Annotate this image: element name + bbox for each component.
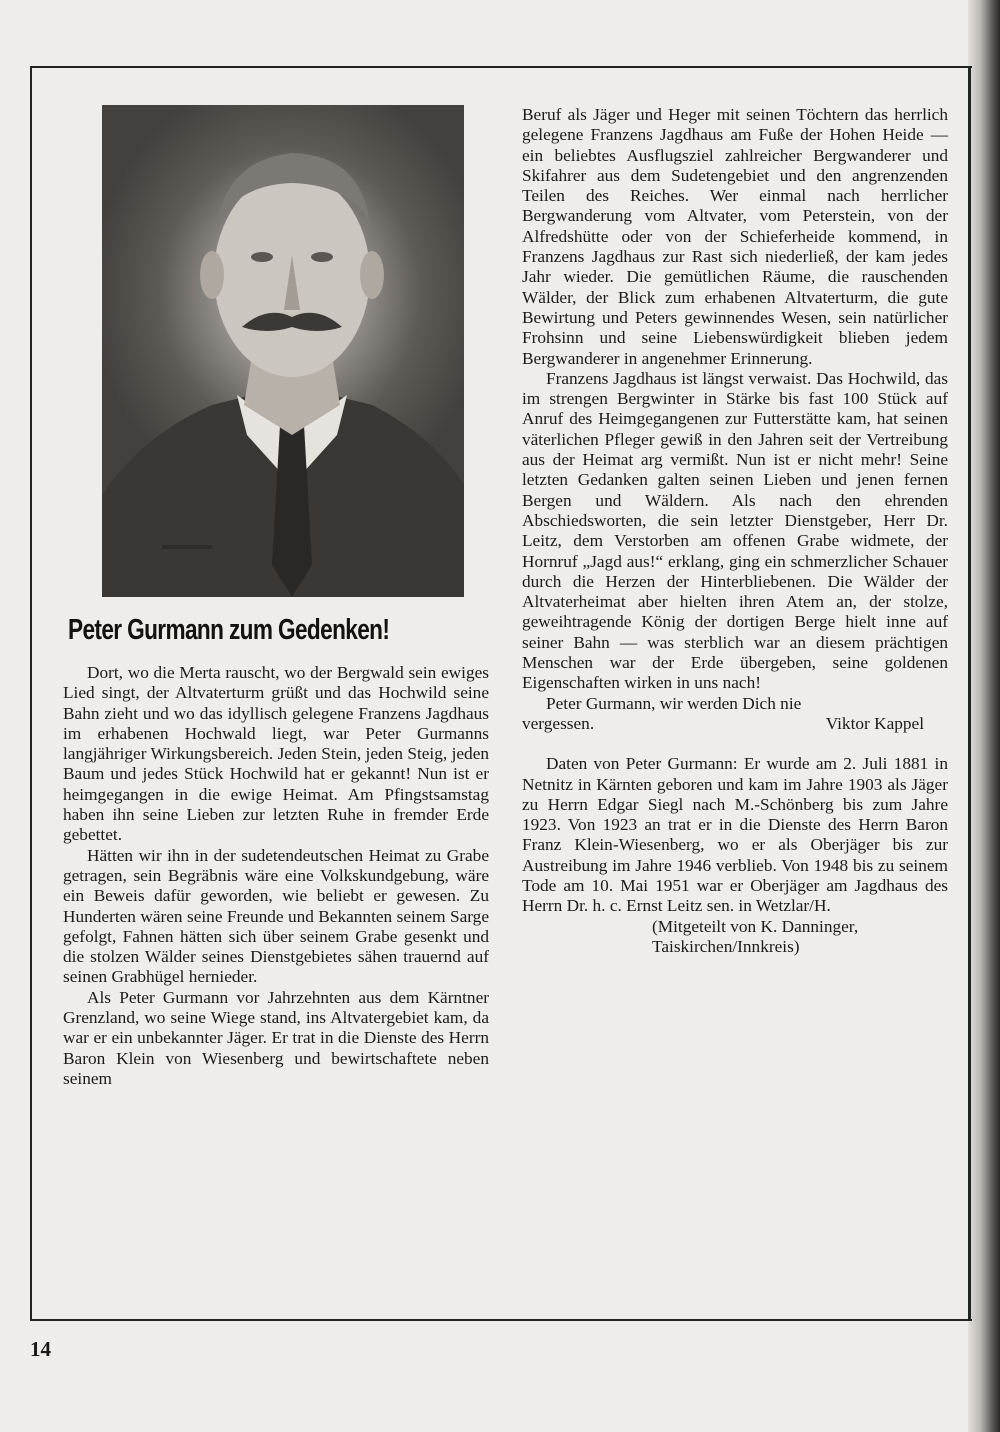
right-column (522, 105, 948, 957)
source-note (522, 917, 948, 958)
paragraph: Franzens Jagdhaus ist längst verwaist. Das Hochwild, das im strengen Bergwinter in Stärke bis fast 100 Stück auf Anruf des Heimgegangenen zur Futterstätte kam, hat seinen väterlichen Pfleger gewiß in den Jahren seit der Vertreibung aus der Heimat arg vermißt. Nun ist er nicht mehr! Seine letzten Gedanken galten seinen Lieben und jenen fernen Bergen und Wäldern. Als nach den ehrenden Abschiedsworten, die sein letzter Dienstgeber, Herr Dr. Leitz, dem Verstorben am offenen Grabe widmete, der Hornruf „Jagd aus!“ erklang, ging ein schmerzlicher Schauer durch die Herzen der Hinterbliebenen. Die Wälder der Altvaterheimat aber hielten ihren Atem an, der stolze, geweihtragende König der dortigen Berge hielt inne auf seiner Bahn — was sterblich war an diesem prächtigen Menschen war der Erde übergeben, seine goldenen Eigenschaften wirken in uns nach! (522, 368, 948, 693)
page-edge-shadow (968, 0, 1000, 1432)
portrait-photo (102, 105, 464, 597)
left-column (63, 663, 489, 1089)
paragraph: Hätten wir ihn in der sudetendeutschen Heimat zu Grabe getragen, sein Begräbnis wäre eine Volkskundgebung, wäre ein Beweis dafür geworden, wie beliebt er gewesen. Zu Hunderten wären seine Freunde und Bekannten seinem Sarge gefolgt, Fahnen hätten sich über seinem Grabe gesenkt und die stolzen Wälder seines Dienstgebietes sähen trauernd auf seinen Grabhügel hernieder. (63, 845, 489, 987)
signature-line (522, 714, 948, 734)
author-name: Viktor Kappel (825, 713, 924, 733)
frame-bottom-rule (30, 1319, 972, 1321)
frame-right-rule (968, 66, 971, 1321)
paragraph: Dort, wo die Merta rauscht, wo der Bergwald sein ewiges Lied singt, der Altvaterturm grüßt und das Hochwild seine Bahn zieht und wo das idyllisch gelegene Franzens Jagdhaus im erhabenen Hochwald liegt, war Peter Gurmanns langjähriger Wirkungsbereich. Jeden Stein, jeden Steig, jeden Baum und jedes Stück Hochwild hat er gekannt! Nun ist er heimgegangen in die ewige Heimat. Am Pfingstsamstag haben ihn seine Lieben zur letzten Ruhe in fremder Erde gebettet. (63, 663, 489, 845)
source-note-line: Taiskirchen/Innkreis) (652, 936, 800, 956)
source-note-line: (Mitgeteilt von K. Danninger, (652, 916, 859, 936)
paragraph: Peter Gurmann, wir werden Dich nie (546, 693, 802, 713)
data-paragraph: Daten von Peter Gurmann: Er wurde am 2. Juli 1881 in Netnitz in Kärnten geboren und kam im Jahre 1903 als Jäger zu Herrn Edgar Siegl nach M.-Schönberg bis zum Jahre 1923. Von 1923 an trat er in die Dienste des Herrn Baron Franz Klein-Wiesenberg, wo er als Oberjäger bis zur Austreibung im Jahre 1946 verblieb. Von 1948 bis zu seinem Tode am 10. Mai 1951 war er Oberjäger am Jagdhaus des Herrn Dr. h. c. Ernst Leitz sen. in Wetzlar/H. (522, 754, 948, 916)
page-number: 14 (30, 1337, 51, 1361)
paragraph: Beruf als Jäger und Heger mit seinen Töchtern das herrlich gelegene Franzens Jagdhaus am Fuße der Hohen Heide — ein beliebtes Ausflugsziel zahlreicher Bergwanderer und Skifahrer aus dem Sudetengebiet und den angrenzenden Teilen des Reiches. Wer einmal nach herrlicher Bergwanderung vom Altvater, vom Peterstein, von der Alfredshütte oder von der Schieferheide kommend, in Franzens Jagdhaus zur Rast sich niederließ, der kam jedes Jahr wieder. Die gemütlichen Räume, die rauschenden Wälder, der Blick zum erhabenen Altvaterturm, die gute Bewirtung und Peters gewinnendes Wesen, sein natürlicher Frohsinn und seine Liebenswürdigkeit blieben jedem Bergwanderer in angenehmer Erinnerung. (522, 105, 948, 368)
frame-top-rule (30, 66, 972, 68)
article-title: Peter Gurmann zum Gedenken! (68, 614, 390, 646)
frame-left-rule (30, 66, 32, 1321)
paragraph: Als Peter Gurmann vor Jahrzehnten aus dem Kärntner Grenzland, wo seine Wiege stand, ins Altvatergebiet kam, da war er ein unbekannter Jäger. Er trat in die Dienste des Herrn Baron Klein von Wiesenberg und bewirtschaftete neben seinem (63, 987, 489, 1088)
closing-words: vergessen. (522, 713, 595, 733)
